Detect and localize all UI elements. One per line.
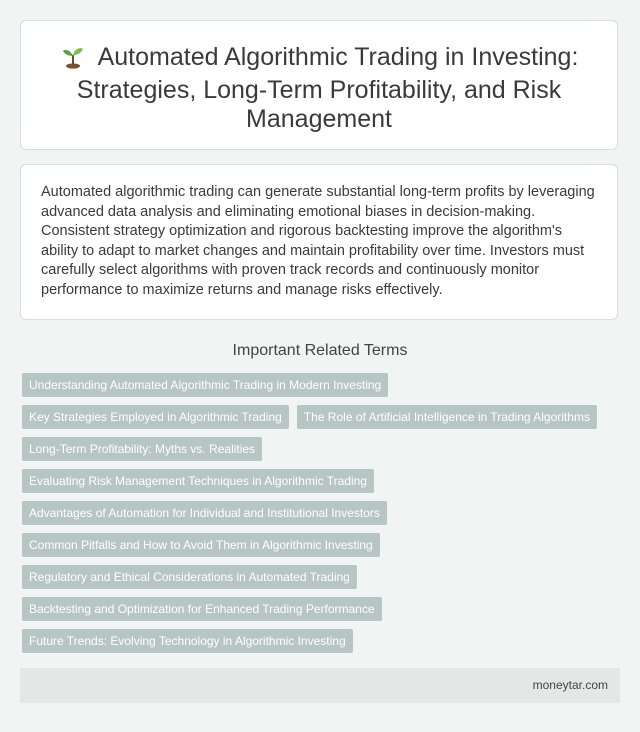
related-term-tag[interactable]: Advantages of Automation for Individual and Institutional Investors (22, 501, 387, 525)
related-terms-heading: Important Related Terms (232, 342, 408, 359)
summary-text: Automated algorithmic trading can generate substantial long-term profits by leveraging advanced data analysis and eliminating emotional biases in decision-making. Consistent strategy optimization and rigorous backtesting improve the algorithm's ability to adapt to market changes and maintain profitability over time. Investors must carefully select algorithms with proven track records and continuously monitor performance to maximize returns and manage risks effectively. (41, 184, 595, 298)
related-term-tag[interactable]: Evaluating Risk Management Techniques in Algorithmic Trading (22, 469, 374, 493)
sprout-icon (60, 43, 86, 76)
page-title (21, 21, 617, 134)
related-term-tag[interactable]: Long-Term Profitability: Myths vs. Realities (22, 437, 262, 461)
page-title-text: Automated Algorithmic Trading in Investing: Strategies, Long-Term Profitability, and Risk Management (76, 43, 579, 133)
related-term-tag[interactable]: Key Strategies Employed in Algorithmic Trading (22, 405, 289, 429)
related-term-tag[interactable]: Understanding Automated Algorithmic Trading in Modern Investing (22, 373, 388, 397)
related-term-tag[interactable]: Future Trends: Evolving Technology in Algorithmic Investing (22, 629, 353, 653)
related-terms-list (22, 373, 622, 653)
footer-site-link[interactable]: moneytar.com (532, 678, 608, 692)
related-term-tag[interactable]: Common Pitfalls and How to Avoid Them in Algorithmic Investing (22, 533, 380, 557)
related-term-tag[interactable]: Regulatory and Ethical Considerations in Automated Trading (22, 565, 357, 589)
related-term-tag[interactable]: The Role of Artificial Intelligence in Trading Algorithms (297, 405, 597, 429)
title-card (20, 20, 618, 150)
related-term-tag[interactable]: Backtesting and Optimization for Enhanced Trading Performance (22, 597, 382, 621)
summary-card (20, 164, 618, 320)
footer (20, 668, 620, 703)
